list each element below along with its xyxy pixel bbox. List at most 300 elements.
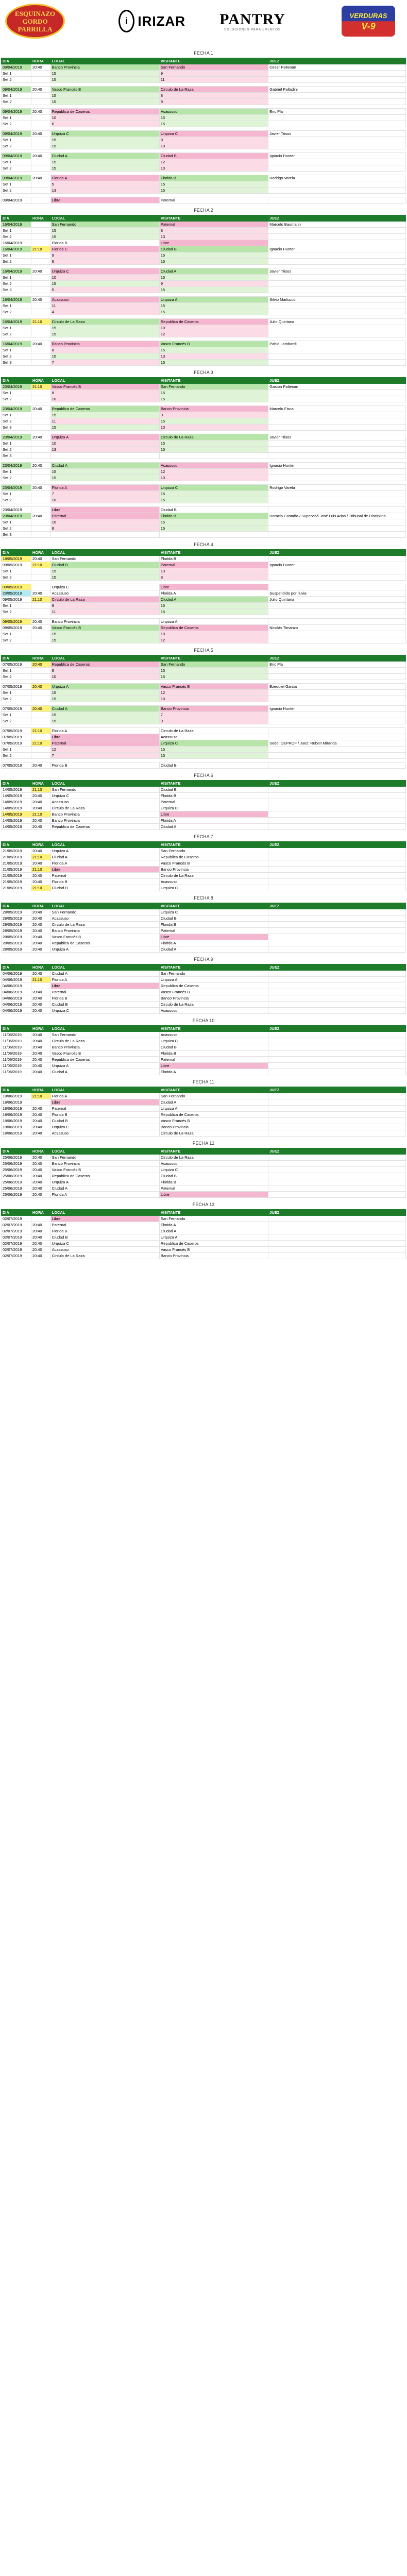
time-cell: 20:40 — [31, 434, 50, 440]
time-cell — [31, 240, 50, 246]
date-cell: 09/04/2019 — [2, 175, 31, 181]
time-cell — [31, 275, 50, 281]
referee-cell — [268, 584, 406, 590]
referee-cell — [268, 922, 406, 928]
time-cell — [31, 526, 50, 532]
date-cell: Set 2 — [2, 674, 31, 680]
local-cell: Ciudad B — [50, 562, 159, 568]
spacer-row — [2, 481, 406, 485]
fecha-section — [0, 891, 407, 953]
visitor-cell: Florida B — [159, 513, 268, 519]
local-cell: Florida A — [50, 1192, 159, 1198]
match-row — [2, 909, 406, 916]
referee-cell — [268, 603, 406, 609]
irizar-logo — [118, 3, 185, 39]
time-cell — [31, 718, 50, 724]
date-cell: 09/05/2019 — [2, 562, 31, 568]
match-row — [2, 811, 406, 818]
local-cell: Ciudad B — [50, 1118, 159, 1124]
visitor-cell: 15 — [159, 747, 268, 753]
date-cell: 28/05/2019 — [2, 940, 31, 946]
date-cell: Set 3 — [2, 360, 31, 366]
visitor-cell: Circulo de La Raza — [159, 434, 268, 440]
column-header: JUEZ — [268, 550, 406, 556]
local-cell: 10 — [50, 519, 159, 526]
referee-cell — [268, 1118, 406, 1124]
match-row — [2, 131, 406, 137]
fecha-title: FECHA 9 — [194, 957, 213, 962]
referee-cell: Horacio Castaño / Supervisó José Luis Arias / Tribunal de Disciplina — [268, 513, 406, 519]
visitor-cell: Republica de Caseros — [159, 983, 268, 989]
local-cell: Ciudad A — [50, 1069, 159, 1075]
pantry-logo — [216, 3, 289, 39]
visitor-cell: 15 — [159, 609, 268, 615]
date-cell: 23/04/2019 — [2, 485, 31, 491]
match-row — [2, 940, 406, 946]
time-cell — [31, 165, 50, 172]
visitor-cell: 12 — [159, 469, 268, 475]
date-cell: Set 1 — [2, 631, 31, 637]
local-cell: San Fernando — [50, 556, 159, 562]
set-score-row — [2, 603, 406, 609]
time-cell — [31, 418, 50, 425]
time-cell: 20:40 — [31, 684, 50, 690]
referee-cell: Eric Pla — [268, 109, 406, 115]
match-row — [2, 805, 406, 811]
fecha-title: FECHA 7 — [194, 834, 213, 839]
match-row — [2, 341, 406, 347]
date-cell: 04/06/2019 — [2, 1008, 31, 1014]
column-header: LOCAL — [50, 1210, 159, 1216]
visitor-cell: 10 — [159, 696, 268, 702]
column-header: HORA — [31, 655, 50, 662]
esquinazo-logo-line2: GORDO — [22, 17, 48, 25]
match-row — [2, 922, 406, 928]
set-score-row — [2, 234, 406, 240]
referee-cell — [268, 259, 406, 265]
date-cell: 14/05/2019 — [2, 787, 31, 793]
table-header-row — [2, 1087, 406, 1093]
date-cell: Set 2 — [2, 77, 31, 83]
header-logos — [0, 0, 407, 46]
date-cell: Set 2 — [2, 281, 31, 287]
set-score-row — [2, 469, 406, 475]
column-header: VISITANTE — [159, 550, 268, 556]
time-cell — [31, 93, 50, 99]
date-cell: 23/05/2019 — [2, 590, 31, 597]
date-cell: Set 3 — [2, 532, 31, 538]
referee-cell — [268, 303, 406, 309]
date-cell: 07/05/2019 — [2, 734, 31, 740]
table-header-row — [2, 378, 406, 384]
date-cell: 11/06/2019 — [2, 1063, 31, 1069]
date-cell: Set 1 — [2, 252, 31, 259]
column-header: JUEZ — [268, 378, 406, 384]
match-row — [2, 983, 406, 989]
time-cell: 20:40 — [31, 818, 50, 824]
referee-cell — [268, 390, 406, 396]
local-cell: Florida A — [50, 728, 159, 734]
set-score-row — [2, 275, 406, 281]
date-cell: 09/04/2019 — [2, 109, 31, 115]
local-cell: Libre — [50, 1216, 159, 1222]
visitor-cell: 12 — [159, 159, 268, 165]
table-header-row — [2, 903, 406, 909]
local-cell: Republica de Caseros — [50, 109, 159, 115]
set-score-row — [2, 609, 406, 615]
column-header: JUEZ — [268, 1148, 406, 1155]
referee-cell — [268, 309, 406, 315]
column-header: JUEZ — [268, 1026, 406, 1032]
visitor-cell: Acassuso — [159, 463, 268, 469]
local-cell: 15 — [50, 718, 159, 724]
visitor-cell: 15 — [159, 121, 268, 127]
time-cell: 20:40 — [31, 1008, 50, 1014]
local-cell: San Fernando — [50, 1155, 159, 1161]
visitor-cell: Acassuso — [159, 879, 268, 885]
visitor-cell: Urquiza C — [159, 805, 268, 811]
spacer-cell — [2, 315, 406, 319]
date-cell: Set 2 — [2, 696, 31, 702]
time-cell: 20:40 — [31, 131, 50, 137]
local-cell: 15 — [50, 234, 159, 240]
spacer-row — [2, 459, 406, 463]
time-cell: 20:40 — [31, 556, 50, 562]
referee-cell — [268, 983, 406, 989]
match-row — [2, 1161, 406, 1167]
visitor-cell: 15 — [159, 753, 268, 759]
date-cell: 14/05/2019 — [2, 818, 31, 824]
local-cell: Florida C — [50, 246, 159, 252]
referee-cell — [268, 728, 406, 734]
time-cell: 20:40 — [31, 1179, 50, 1185]
match-row — [2, 995, 406, 1002]
column-header: DIA — [2, 215, 31, 222]
local-cell: 9 — [50, 603, 159, 609]
time-cell — [31, 99, 50, 105]
visitor-cell: San Fernando — [159, 662, 268, 668]
time-cell — [31, 143, 50, 149]
local-cell: 11 — [50, 609, 159, 615]
time-cell: 20:40 — [31, 1057, 50, 1063]
visitor-cell — [159, 453, 268, 459]
date-cell: 28/05/2019 — [2, 922, 31, 928]
column-header: VISITANTE — [159, 964, 268, 971]
visitor-cell: Paternal — [159, 197, 268, 204]
time-cell: 20:40 — [31, 799, 50, 805]
column-header: HORA — [31, 378, 50, 384]
time-cell: 20:40 — [31, 625, 50, 631]
date-cell: 25/06/2019 — [2, 1192, 31, 1198]
column-header: VISITANTE — [159, 1026, 268, 1032]
referee-cell: Marcelo Baumann — [268, 222, 406, 228]
column-header: HORA — [31, 842, 50, 848]
referee-cell: Rodrigo Varela — [268, 175, 406, 181]
match-row — [2, 584, 406, 590]
local-cell: 15 — [50, 696, 159, 702]
referee-cell: Ignacio Hunter — [268, 246, 406, 252]
local-cell: Urquiza C — [50, 1008, 159, 1014]
local-cell: Libre — [50, 734, 159, 740]
time-cell: 20:40 — [31, 946, 50, 953]
local-cell: Ciudad A — [50, 854, 159, 860]
pantry-logo-text: PANTRY — [219, 11, 285, 28]
referee-cell — [268, 946, 406, 953]
column-header: HORA — [31, 903, 50, 909]
referee-cell — [268, 989, 406, 995]
visitor-cell: Ciudad B — [159, 153, 268, 159]
referee-cell — [268, 805, 406, 811]
visitor-cell: Libre — [159, 934, 268, 940]
date-cell: 07/05/2019 — [2, 706, 31, 712]
time-cell — [31, 331, 50, 337]
time-cell: 20:40 — [31, 1192, 50, 1198]
visitor-cell: 15 — [159, 526, 268, 532]
local-cell: Libre — [50, 1099, 159, 1106]
date-cell: 07/05/2019 — [2, 662, 31, 668]
date-cell: Set 2 — [2, 497, 31, 503]
column-header: VISITANTE — [159, 903, 268, 909]
time-cell: 20:40 — [31, 824, 50, 830]
local-cell: 9 — [50, 252, 159, 259]
local-cell: Banco Provincia — [50, 1161, 159, 1167]
date-cell: Set 1 — [2, 440, 31, 447]
referee-cell: Javier Trisos — [268, 131, 406, 137]
match-row — [2, 728, 406, 734]
date-cell: 02/07/2019 — [2, 1216, 31, 1222]
spacer-row — [2, 724, 406, 728]
date-cell: Set 1 — [2, 93, 31, 99]
referee-cell — [268, 188, 406, 194]
visitor-cell: San Fernando — [159, 971, 268, 977]
visitor-cell: Libre — [159, 1063, 268, 1069]
date-cell: Set 2 — [2, 309, 31, 315]
local-cell: 12 — [50, 747, 159, 753]
time-cell — [31, 983, 50, 989]
time-cell: 20:40 — [31, 406, 50, 412]
local-cell: Urquiza A — [50, 684, 159, 690]
column-header: HORA — [31, 1026, 50, 1032]
date-cell: Set 3 — [2, 453, 31, 459]
date-cell: Set 2 — [2, 165, 31, 172]
local-cell: Banco Provincia — [50, 1044, 159, 1050]
referee-cell — [268, 747, 406, 753]
fixture-table — [1, 58, 406, 204]
visitor-cell: Paternal — [159, 928, 268, 934]
visitor-cell: 10 — [159, 143, 268, 149]
spacer-cell — [2, 702, 406, 706]
time-cell: 20:40 — [31, 1063, 50, 1069]
column-header: LOCAL — [50, 903, 159, 909]
column-header: VISITANTE — [159, 58, 268, 64]
time-cell: 20:40 — [31, 971, 50, 977]
time-cell — [31, 390, 50, 396]
date-cell: 11/06/2019 — [2, 1044, 31, 1050]
visitor-cell: 15 — [159, 390, 268, 396]
spacer-cell — [2, 293, 406, 297]
spacer-cell — [2, 724, 406, 728]
match-row — [2, 507, 406, 513]
referee-cell — [268, 824, 406, 830]
referee-cell: Javier Trisos — [268, 268, 406, 275]
match-row — [2, 175, 406, 181]
local-cell: 15 — [50, 631, 159, 637]
referee-cell: Ignacio Hunter — [268, 153, 406, 159]
time-cell: 20:40 — [31, 805, 50, 811]
match-row — [2, 434, 406, 440]
local-cell: 7 — [50, 360, 159, 366]
referee-cell: Nicolás Timanzo — [268, 625, 406, 631]
visitor-cell: Acassuso — [159, 109, 268, 115]
set-score-row — [2, 137, 406, 143]
table-header-row — [2, 1148, 406, 1155]
match-row — [2, 1106, 406, 1112]
set-score-row — [2, 360, 406, 366]
referee-cell — [268, 181, 406, 188]
time-cell: 21:10 — [31, 740, 50, 747]
column-header: JUEZ — [268, 781, 406, 787]
visitor-cell: Ciudad B — [159, 1044, 268, 1050]
date-cell: Set 2 — [2, 637, 31, 643]
referee-cell — [268, 159, 406, 165]
visitor-cell: Acassuso — [159, 1008, 268, 1014]
match-row — [2, 1192, 406, 1198]
visitor-cell: 9 — [159, 99, 268, 105]
referee-cell — [268, 674, 406, 680]
referee-cell — [268, 347, 406, 353]
match-row — [2, 319, 406, 325]
set-score-row — [2, 418, 406, 425]
date-cell: 02/07/2019 — [2, 1222, 31, 1228]
date-cell: 21/05/2019 — [2, 848, 31, 854]
spacer-cell — [2, 149, 406, 153]
visitor-cell: 12 — [159, 690, 268, 696]
match-row — [2, 1008, 406, 1014]
visitor-cell: 9 — [159, 71, 268, 77]
time-cell: 21:10 — [31, 597, 50, 603]
visitor-cell: Florida B — [159, 922, 268, 928]
time-cell — [31, 228, 50, 234]
time-cell: 20:40 — [31, 1106, 50, 1112]
set-score-row — [2, 668, 406, 674]
visitor-cell: Urquiza A — [159, 1234, 268, 1241]
visitor-cell: 15 — [159, 603, 268, 609]
time-cell: 20:40 — [31, 1234, 50, 1241]
referee-cell — [268, 619, 406, 625]
date-cell: Set 2 — [2, 418, 31, 425]
time-cell — [31, 696, 50, 702]
referee-cell — [268, 609, 406, 615]
visitor-cell: Ciudad B — [159, 787, 268, 793]
referee-cell — [268, 916, 406, 922]
set-score-row — [2, 181, 406, 188]
referee-cell: Silvio Marlucco — [268, 297, 406, 303]
visitor-cell: Ciudad A — [159, 1099, 268, 1106]
table-header-row — [2, 842, 406, 848]
referee-cell — [268, 440, 406, 447]
time-cell: 20:40 — [31, 922, 50, 928]
visitor-cell: Circulo de La Raza — [159, 873, 268, 879]
date-cell: 16/04/2019 — [2, 268, 31, 275]
date-cell: Set 1 — [2, 347, 31, 353]
local-cell: 10 — [50, 396, 159, 402]
fecha-section — [0, 46, 407, 204]
table-header-row — [2, 550, 406, 556]
referee-cell — [268, 934, 406, 940]
column-header: HORA — [31, 1210, 50, 1216]
time-cell — [31, 1216, 50, 1222]
time-cell — [31, 532, 50, 538]
time-cell: 20:40 — [31, 109, 50, 115]
visitor-cell: Paternal — [159, 1185, 268, 1192]
fixture-table — [1, 549, 406, 643]
match-row — [2, 1167, 406, 1173]
spacer-cell — [2, 105, 406, 109]
referee-cell — [268, 1008, 406, 1014]
local-cell: 15 — [50, 425, 159, 431]
column-header: LOCAL — [50, 1148, 159, 1155]
visitor-cell: Florida A — [159, 590, 268, 597]
column-header: JUEZ — [268, 842, 406, 848]
date-cell: 18/06/2019 — [2, 1130, 31, 1137]
referee-cell: Ignacio Hunter — [268, 706, 406, 712]
visitor-cell: 15 — [159, 447, 268, 453]
date-cell: Set 2 — [2, 188, 31, 194]
visitor-cell: 15 — [159, 259, 268, 265]
fixture-list — [0, 46, 407, 1259]
referee-cell — [268, 1032, 406, 1038]
set-score-row — [2, 77, 406, 83]
time-cell — [31, 303, 50, 309]
referee-cell — [268, 928, 406, 934]
date-cell: 18/05/2019 — [2, 556, 31, 562]
spacer-row — [2, 194, 406, 197]
spacer-cell — [2, 481, 406, 485]
visitor-cell: 15 — [159, 418, 268, 425]
column-header: DIA — [2, 1148, 31, 1155]
referee-cell — [268, 1069, 406, 1075]
visitor-cell: Circulo de La Raza — [159, 87, 268, 93]
date-cell: 02/07/2019 — [2, 1241, 31, 1247]
date-cell: 18/06/2019 — [2, 1124, 31, 1130]
fecha-title: FECHA 3 — [194, 370, 213, 375]
set-score-row — [2, 568, 406, 574]
local-cell: 15 — [50, 469, 159, 475]
referee-cell — [268, 848, 406, 854]
visitor-cell: Vasco Francés B — [159, 1118, 268, 1124]
visitor-cell — [159, 532, 268, 538]
visitor-cell: 15 — [159, 360, 268, 366]
match-row — [2, 1155, 406, 1161]
esquinazo-logo-line1: ESQUINAZO — [14, 9, 56, 18]
fixture-table — [1, 841, 406, 891]
set-score-row — [2, 115, 406, 121]
set-score-row — [2, 497, 406, 503]
local-cell: 11 — [50, 303, 159, 309]
visitor-cell: Acassuso — [159, 1032, 268, 1038]
match-row — [2, 590, 406, 597]
match-row — [2, 1050, 406, 1057]
match-row — [2, 240, 406, 246]
table-header-row — [2, 1026, 406, 1032]
referee-cell — [268, 1093, 406, 1099]
set-score-row — [2, 447, 406, 453]
column-header: DIA — [2, 655, 31, 662]
column-header: VISITANTE — [159, 215, 268, 222]
column-header: DIA — [2, 964, 31, 971]
match-row — [2, 1173, 406, 1179]
referee-cell — [268, 712, 406, 718]
